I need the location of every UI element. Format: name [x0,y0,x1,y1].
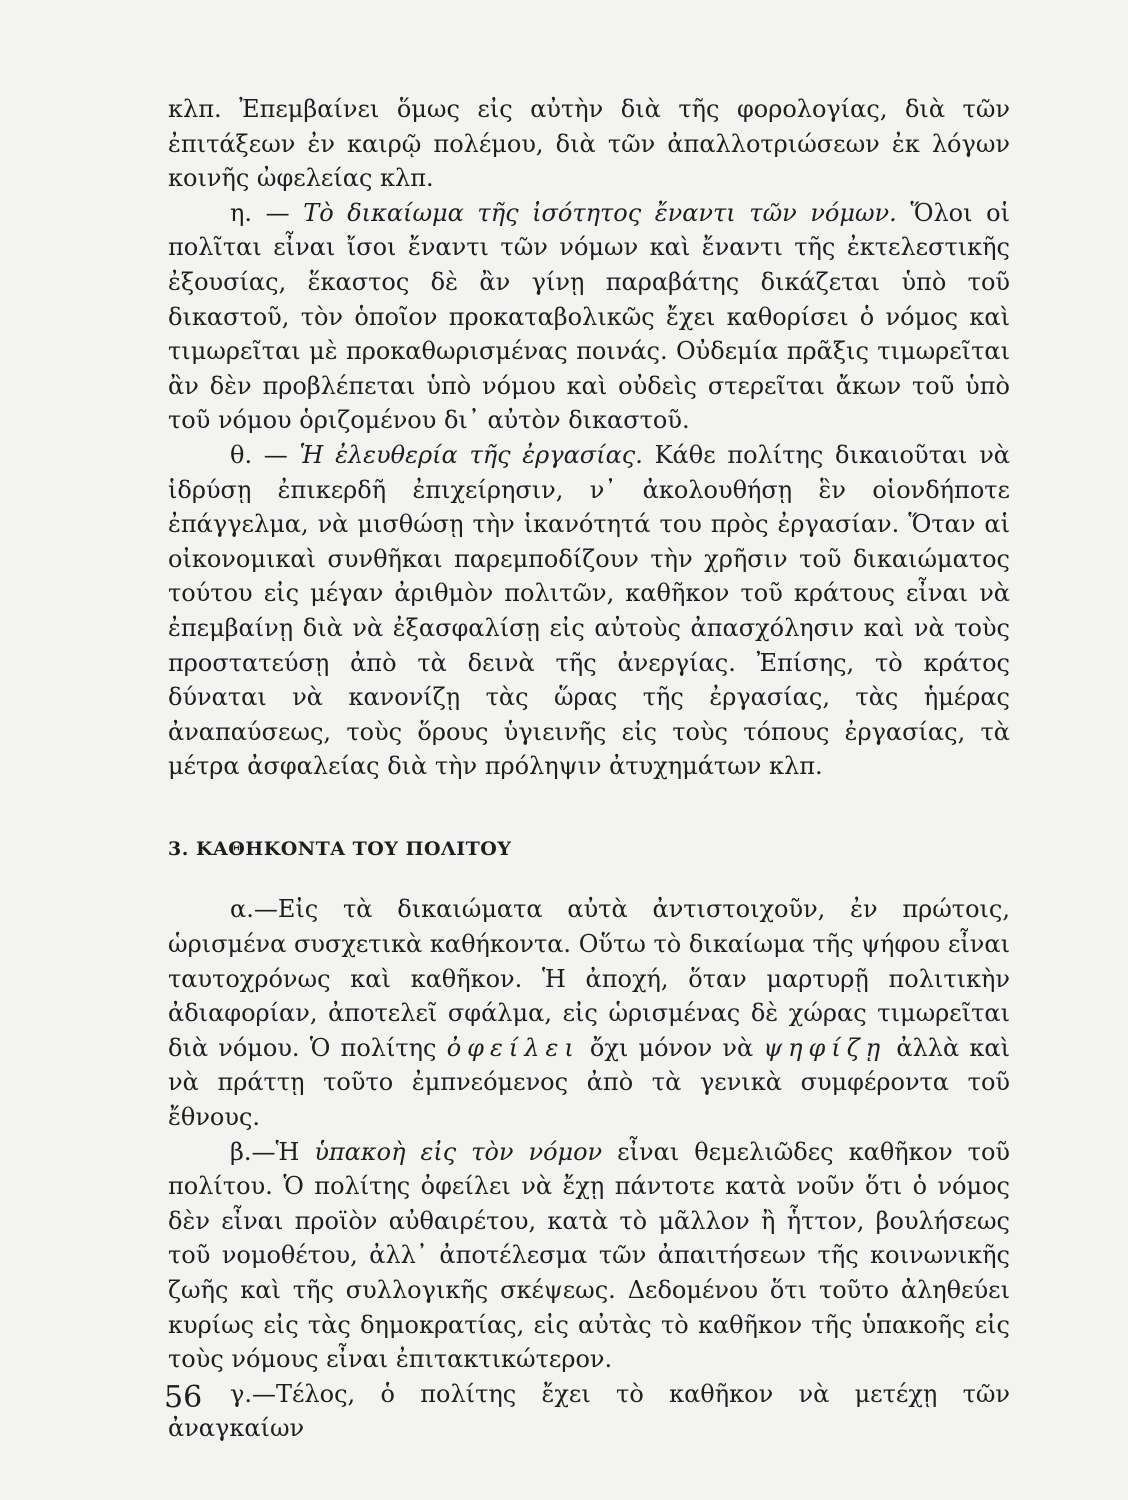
section-heading: 3. ΚΑΘΗΚΟΝΤΑ ΤΟΥ ΠΟΛΙΤΟΥ [168,837,512,860]
item-label: β.—Ἡ [230,1137,315,1166]
paragraph-text: κλπ. Ἐπεμβαίνει ὅμως εἰς αὐτὴν διὰ τῆς φορολογίας, διὰ τῶν ἐπιτάξεων ἐν καιρῷ πολέμου, διὰ τῶν ἀπαλλοτριώσεων ἐκ λόγων κοινῆς ὠφελείας κλπ. [168,95,1010,193]
paragraph-duties-a [168,892,1010,1134]
item-label: θ. — [230,440,300,469]
item-label: η. — [230,198,304,227]
paragraph-text: α.—Εἰς τὰ δικαιώματα αὐτὰ ἀντιστοιχοῦν, ἐν πρώτοις, ὡρισμένα συσχετικὰ καθήκοντα. Οὕτω τὸ δικαίωμα τῆς ψήφου εἶναι ταυτοχρόνως καὶ καθῆκον. Ἡ ἀποχή, ὅταν μαρτυρῇ πολιτικὴν ἀδιαφορίαν, ἀποτελεῖ σφάλμα, εἰς ὡρισμένας δὲ χώρας τιμωρεῖται διὰ νόμου. Ὁ πολίτης [168,895,1010,1062]
paragraph-text: εἶναι θεμελιῶδες καθῆκον τοῦ πολίτου. Ὁ πολίτης ὀφείλει νὰ ἔχῃ πάντοτε κατὰ νοῦν ὅτι ὁ νόμος δὲν εἶναι προϊὸν αὐθαιρέτου, κατὰ τὸ μᾶλλον ἢ ἧττον, βουλήσεως τοῦ νομοθέτου, ἀλλ᾽ ἀποτέλεσμα τῶν ἀπαιτήσεων τῆς κοινωνικῆς ζωῆς καὶ τῆς συλλογικῆς σκέψεως. Δεδομένου ὅτι τοῦτο ἀληθεύει κυρίως εἰς τὰς δημοκρατίας, εἰς αὐτὰς τὸ καθῆκον τῆς ὑπακοῆς εἰς τοὺς νόμους εἶναι ἐπιτακτικώτερον. [168,1137,1010,1374]
paragraph-text: Ὅλοι οἱ πολῖται εἶναι ἴσοι ἔναντι τῶν νόμων καὶ ἔναντι τῆς ἐκτελεστικῆς ἐξουσίας, ἕκαστος δὲ ἂν γίνῃ παραβάτης δικάζεται ὑπὸ τοῦ δικαστοῦ, τὸν ὁποῖον προκαταβολικῶς ἔχει καθορίσει ὁ νόμος καὶ τιμωρεῖται μὲ προκαθωρισμένας ποινάς. Οὐδεμία πρᾶξις τιμωρεῖται ἂν δὲν προβλέπεται ὑπὸ νόμου καὶ οὐδεὶς στερεῖται ἄκων τοῦ ὑπὸ τοῦ νόμου ὁριζομένου δι᾽ αὐτὸν δικαστοῦ. [168,198,1010,435]
item-title: ὑπακοὴ εἰς τὸν νόμον [314,1137,603,1166]
paragraph-labor-freedom [168,438,1010,784]
paragraph-text: γ.—Τέλος, ὁ πολίτης ἔχει τὸ καθῆκον νὰ μετέχῃ τῶν ἀναγκαίων [168,1379,1010,1443]
paragraph-duties-c [168,1377,1010,1446]
item-title: Ἡ ἐλευθερία τῆς ἐργασίας. [299,440,643,469]
emphasis-text: ψηφίζῃ [763,1033,887,1062]
body-text [168,92,1010,1446]
paragraph-text: Κάθε πολίτης δικαιοῦται νὰ ἱδρύσῃ ἐπικερδῆ ἐπιχείρησιν, ν᾽ ἀκολουθήσῃ ἓν οἱονδήποτε ἐπάγγελμα, νὰ μισθώσῃ τὴν ἱκανότητά του πρὸς ἐργασίαν. Ὅταν αἱ οἰκονομικαὶ συνθῆκαι παρεμποδίζουν τὴν χρῆσιν τοῦ δικαιώματος τούτου εἰς μέγαν ἀριθμὸν πολιτῶν, καθῆκον τοῦ κράτους εἶναι νὰ ἐπεμβαίνῃ διὰ νὰ ἐξασφαλίσῃ εἰς αὐτοὺς ἀπασχόλησιν καὶ νὰ τοὺς προστατεύσῃ ἀπὸ τὰ δεινὰ τῆς ἀνεργίας. Ἐπίσης, τὸ κράτος δύναται νὰ κανονίζῃ τὰς ὥρας τῆς ἐργασίας, τὰς ἡμέρας ἀναπαύσεως, τοὺς ὅρους ὑγιεινῆς εἰς τοὺς τόπους ἐργασίας, τὰ μέτρα ἀσφαλείας διὰ τὴν πρόληψιν ἀτυχημάτων κλπ. [168,440,1010,781]
paragraph-equality [168,196,1010,438]
paragraph-text: ἀλλὰ καὶ νὰ πράττῃ τοῦτο ἐμπνεόμενος ἀπὸ τὰ γενικὰ συμφέροντα τοῦ ἔθνους. [168,1033,1010,1132]
paragraph-continuation [168,92,1010,196]
item-title: Τὸ δικαίωμα τῆς ἰσότητος ἔναντι τῶν νόμων. [303,198,897,227]
page-number: 56 [164,1380,203,1415]
emphasis-text: ὀφείλει [446,1033,580,1062]
paragraph-text: ὄχι μόνον νὰ [579,1033,764,1062]
paragraph-duties-b [168,1135,1010,1377]
